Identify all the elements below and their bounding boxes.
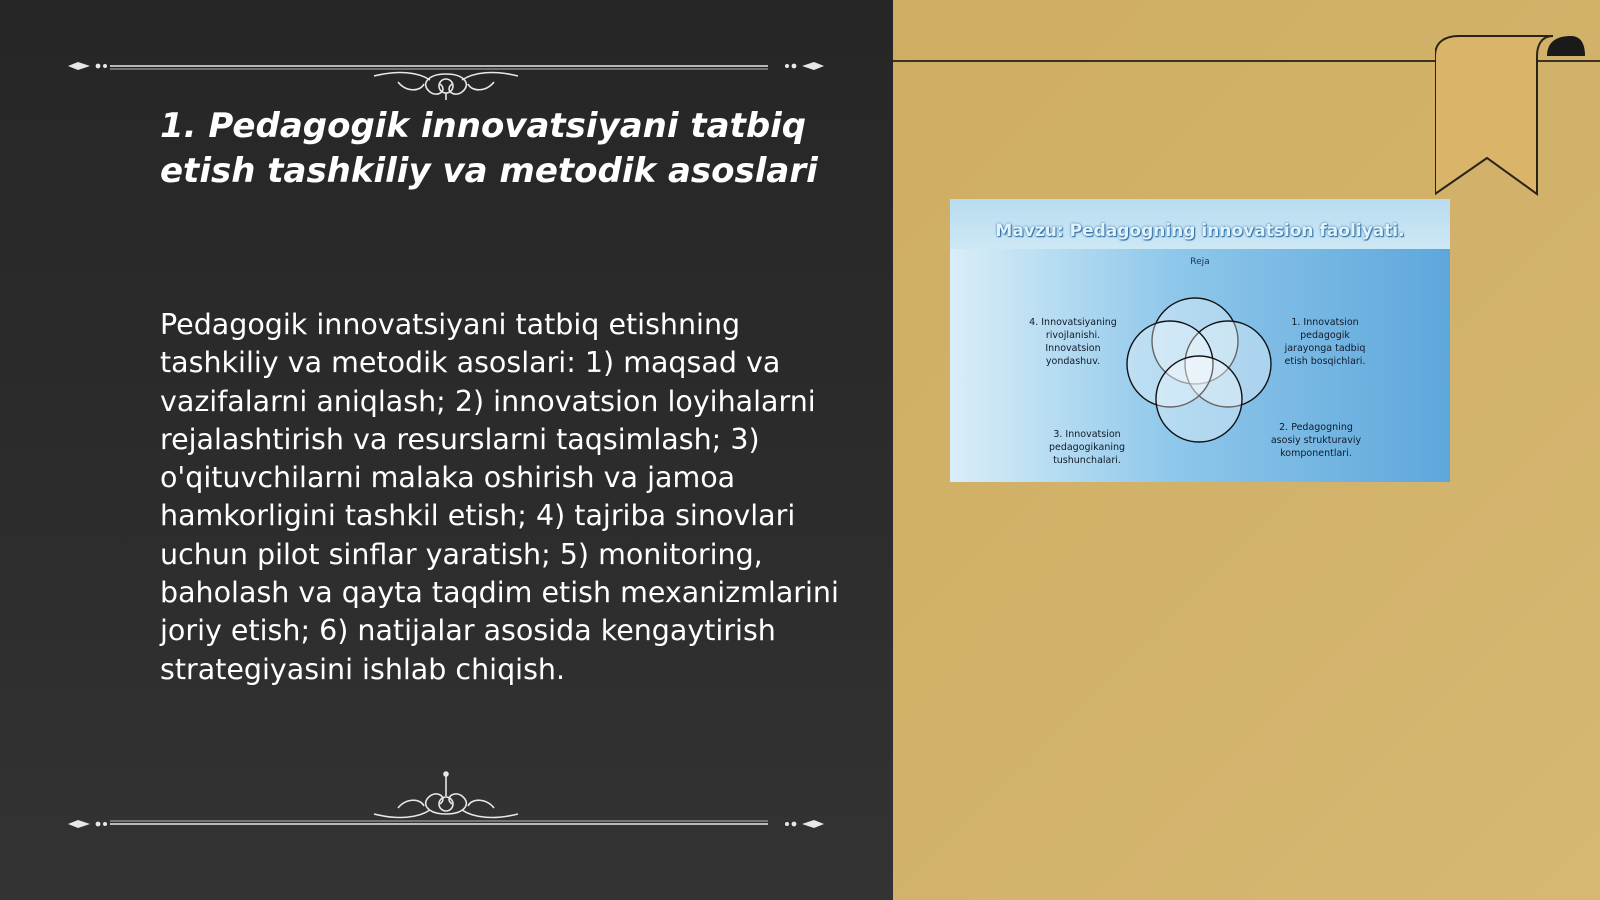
slide-body-text: Pedagogik innovatsiyani tatbiq etishning tashkiliy va metodik asoslari: 1) maqsad va vazifalarni aniqlash; 2) innovatsion loyihalarni rejalashtirish va resurslarni taqsimlash; 3) o'qituvchilarni malaka oshirish va jamoa hamkorligini tashkil etish; 4) tajriba sinovlari uchun pilot sinflar yaratish; 5) monitoring, baholash va qayta taqdim etish mexanizmlarini joriy etish; 6) natijalar asosida kengaytirish strategiyasini ishlab chiqish. xyxy=(160,308,839,686)
venn-diagram xyxy=(1120,294,1280,454)
slide-title: 1. Pedagogik innovatsiyani tatbiq etish tashkiliy va metodik asoslari xyxy=(160,106,818,191)
thumbnail-title: Mavzu: Pedagogning innovatsion faoliyati. xyxy=(995,221,1405,241)
thumbnail-item-3: 3. Innovatsion pedagogikaning tushunchalari. xyxy=(1048,429,1126,466)
thumbnail-item-4: 4. Innovatsiyaning rivojlanishi. Innovatsion yondashuv. xyxy=(1029,317,1117,367)
thumbnail-subtitle: Reja xyxy=(1190,257,1210,267)
thumbnail-item-2: 2. Pedagogning asosiy strukturaviy komponentlari. xyxy=(1270,422,1362,459)
venn-circle-bottom xyxy=(1156,356,1242,442)
top-flourish-divider-icon xyxy=(68,40,824,100)
slide-thumbnail-image xyxy=(950,199,1450,482)
thumbnail-item-1: 1. Innovatsion pedagogik jarayonga tadbiq etish bosqichlari. xyxy=(1284,317,1366,367)
bookmark-ribbon-icon xyxy=(1435,34,1585,199)
bottom-flourish-divider-icon xyxy=(68,770,824,830)
